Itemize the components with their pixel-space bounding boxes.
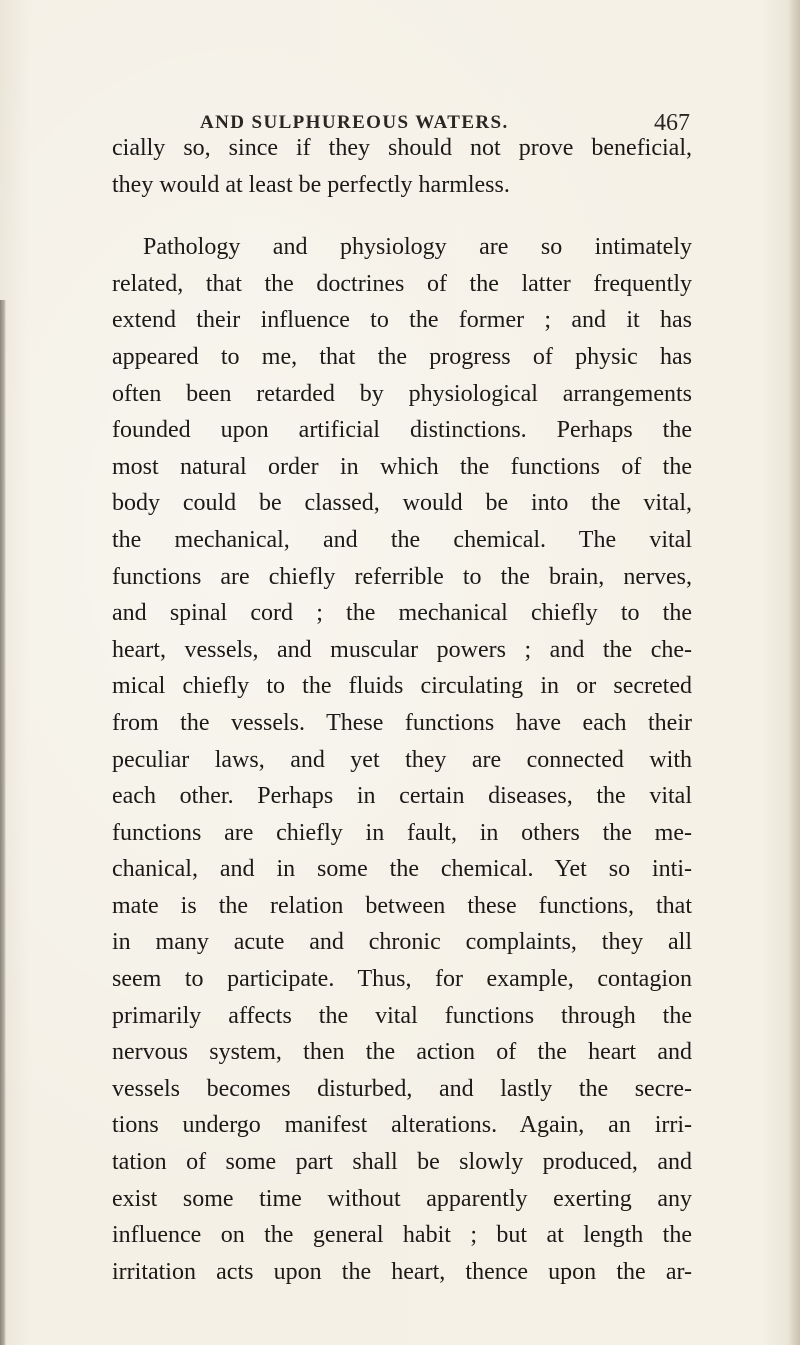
paragraph-1 <box>112 130 692 203</box>
text-line: functions are chiefly in fault, in others the me- <box>112 819 692 846</box>
text-line: most natural order in which the functions of the <box>112 453 692 480</box>
text-line: extend their influence to the former ; and it has <box>112 307 692 334</box>
text-line: body could be classed, would be into the vital, <box>112 490 692 517</box>
text-line: founded upon artificial distinctions. Perhaps the <box>112 417 692 444</box>
text-line: they would at least be perfectly harmless. <box>112 171 510 198</box>
text-line: vessels becomes disturbed, and lastly the secre- <box>112 1075 692 1102</box>
text-line: related, that the doctrines of the latter frequently <box>112 270 692 297</box>
text-line: chanical, and in some the chemical. Yet so inti- <box>112 856 692 883</box>
paragraph-2 <box>112 229 692 1290</box>
text-line: Pathology and physiology are so intimately <box>143 234 692 261</box>
text-line: tation of some part shall be slowly produced, and <box>112 1149 692 1176</box>
text-line: each other. Perhaps in certain diseases, the vital <box>112 783 692 810</box>
page-edge-shadow <box>788 0 800 1345</box>
text-line: in many acute and chronic complaints, they all <box>112 929 692 956</box>
page-number: 467 <box>654 110 690 136</box>
text-line: seem to participate. Thus, for example, contagion <box>112 966 692 993</box>
text-line: nervous system, then the action of the heart and <box>112 1039 692 1066</box>
text-line: mate is the relation between these functions, that <box>112 892 692 919</box>
text-line: peculiar laws, and yet they are connected with <box>112 746 692 773</box>
text-line: functions are chiefly referrible to the brain, nerves, <box>112 563 692 590</box>
text-line: primarily affects the vital functions through the <box>112 1002 692 1029</box>
page-gutter-shadow <box>0 300 6 1345</box>
text-line: heart, vessels, and muscular powers ; and the che- <box>112 636 692 663</box>
paragraph-gap <box>112 203 692 229</box>
body-text <box>112 130 692 1290</box>
text-line: irritation acts upon the heart, thence upon the ar- <box>112 1258 692 1285</box>
text-line: often been retarded by physiological arrangements <box>112 380 692 407</box>
text-line: tions undergo manifest alterations. Again, an irri- <box>112 1112 692 1139</box>
text-line: mical chiefly to the fluids circulating in or secreted <box>112 673 692 700</box>
text-line: from the vessels. These functions have each their <box>112 709 692 736</box>
text-line: exist some time without apparently exerting any <box>112 1185 692 1212</box>
running-head: AND SULPHUREOUS WATERS. <box>200 112 509 133</box>
text-line: appeared to me, that the progress of physic has <box>112 343 692 370</box>
text-line: cially so, since if they should not prove beneficial, <box>112 135 692 161</box>
text-line: and spinal cord ; the mechanical chiefly to the <box>112 600 692 627</box>
text-line: influence on the general habit ; but at length the <box>112 1222 692 1249</box>
text-line: the mechanical, and the chemical. The vital <box>112 526 692 553</box>
